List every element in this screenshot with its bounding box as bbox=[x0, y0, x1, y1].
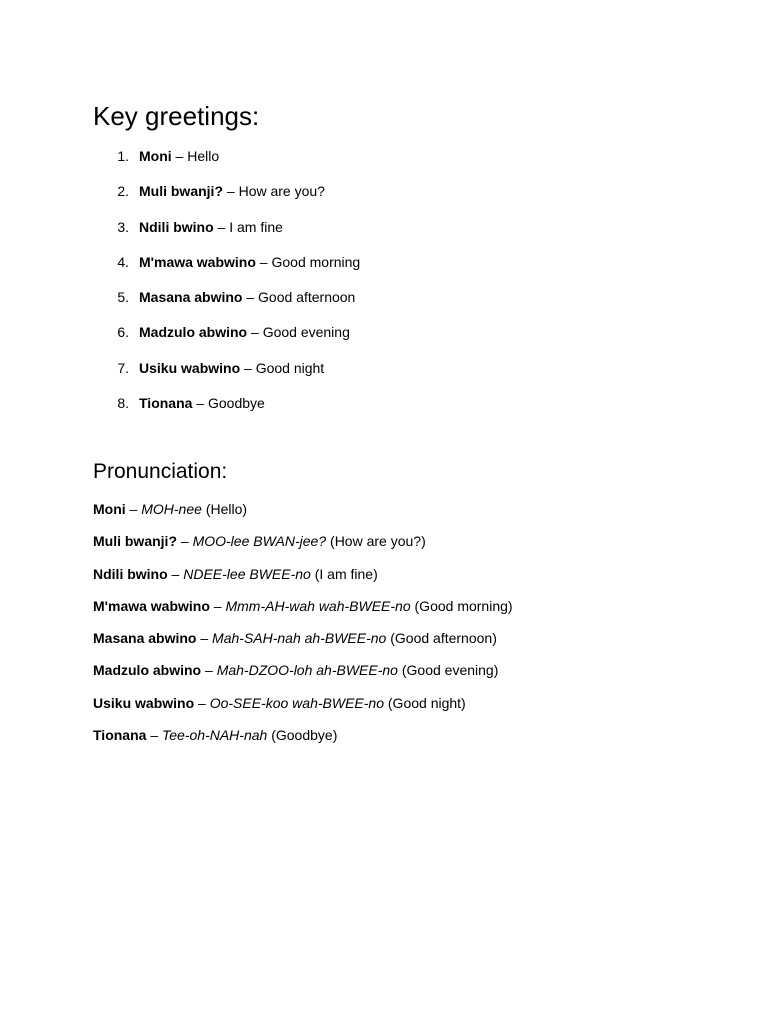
pronunciation-row bbox=[93, 596, 513, 628]
dash: – bbox=[217, 218, 226, 235]
dash: – bbox=[205, 662, 213, 679]
dash: – bbox=[246, 289, 255, 306]
list-number: 5 . bbox=[115, 287, 129, 307]
greeting-term: Muli bwanji? bbox=[139, 183, 223, 200]
pronunciation-meaning: (I am fine) bbox=[314, 565, 378, 582]
list-number: 1 . bbox=[115, 146, 129, 166]
dash: – bbox=[251, 324, 259, 341]
pronunciation-row bbox=[93, 725, 513, 757]
dash: – bbox=[226, 183, 235, 200]
dash: – bbox=[180, 533, 189, 550]
pronunciation-row bbox=[93, 499, 513, 531]
greeting-meaning: I am fine bbox=[229, 218, 283, 235]
dash: – bbox=[198, 694, 206, 711]
pronunciation-term: Ndili bwino bbox=[93, 565, 168, 582]
greeting-meaning: Goodbye bbox=[208, 395, 265, 412]
phonetic-spelling: Tee-oh-NAH-nah bbox=[162, 727, 268, 744]
pronunciation-term: M'mawa wabwino bbox=[93, 597, 210, 614]
list-number: 2 . bbox=[115, 181, 129, 201]
greeting-term: Moni bbox=[139, 148, 172, 164]
greeting-term: Ndili bwino bbox=[139, 218, 214, 235]
dash: – bbox=[129, 501, 138, 517]
pronunciation-row bbox=[93, 693, 513, 725]
pronunciation-term: Tionana bbox=[93, 727, 147, 744]
list-number: 3 . bbox=[115, 217, 129, 237]
phonetic-spelling: Oo-SEE-koo wah-BWEE-no bbox=[209, 694, 384, 711]
pronunciation-meaning: (Goodbye) bbox=[271, 727, 338, 744]
greeting-term: Madzulo abwino bbox=[139, 324, 248, 341]
pronunciation-meaning: (Good evening) bbox=[401, 662, 499, 679]
greeting-term: M'mawa wabwino bbox=[139, 253, 256, 270]
list-number: 4 . bbox=[115, 252, 129, 272]
greeting-term: Usiku wabwino bbox=[139, 359, 241, 376]
phonetic-spelling: Mah-SAH-nah ah-BWEE-no bbox=[212, 630, 387, 647]
list-number: 6 . bbox=[115, 322, 129, 342]
phonetic-spelling: MOO-lee BWAN-jee? bbox=[192, 533, 327, 550]
phonetic-spelling: Mah-DZOO-loh ah-BWEE-no bbox=[216, 662, 398, 679]
greeting-term: Masana abwino bbox=[139, 289, 243, 306]
pronunciation-term: Muli bwanji? bbox=[93, 533, 177, 550]
pronunciation-term: Usiku wabwino bbox=[93, 694, 195, 711]
dash: – bbox=[150, 727, 159, 744]
pronunciation-meaning: (Good night) bbox=[387, 694, 466, 711]
greeting-term: Tionana bbox=[139, 395, 193, 412]
pronunciation-row bbox=[93, 564, 513, 596]
pronunciation-term: Madzulo abwino bbox=[93, 662, 202, 679]
greeting-meaning: Good morning bbox=[271, 253, 361, 270]
greeting-meaning: Hello bbox=[187, 148, 220, 164]
greetings-heading: Key greetings: bbox=[93, 101, 260, 131]
pronunciation-list bbox=[93, 499, 513, 757]
dash: – bbox=[244, 359, 252, 376]
pronunciation-heading: Pronunciation: bbox=[93, 460, 228, 483]
dash: – bbox=[213, 597, 222, 614]
greeting-meaning: Good evening bbox=[262, 324, 350, 341]
pronunciation-meaning: (Good afternoon) bbox=[390, 630, 497, 647]
pronunciation-meaning: (Good morning) bbox=[414, 597, 513, 614]
pronunciation-term: Moni bbox=[93, 501, 126, 517]
dash: – bbox=[200, 630, 209, 647]
pronunciation-row bbox=[93, 660, 513, 692]
phonetic-spelling: Mmm-AH-wah wah-BWEE-no bbox=[225, 597, 411, 614]
phonetic-spelling: NDEE-lee BWEE-no bbox=[183, 565, 311, 582]
pronunciation-meaning: (Hello) bbox=[205, 501, 248, 517]
dash: – bbox=[171, 565, 180, 582]
greeting-meaning: Good afternoon bbox=[258, 289, 356, 306]
pronunciation-meaning: (How are you?) bbox=[330, 533, 426, 550]
dash: – bbox=[175, 148, 184, 164]
greeting-meaning: Good night bbox=[255, 359, 325, 376]
dash: – bbox=[259, 253, 268, 270]
pronunciation-row bbox=[93, 531, 513, 563]
pronunciation-term: Masana abwino bbox=[93, 630, 197, 647]
greeting-meaning: How are you? bbox=[238, 183, 325, 200]
list-number: 7 . bbox=[115, 358, 129, 378]
list-number: 8 . bbox=[115, 393, 129, 413]
phonetic-spelling: MOH-nee bbox=[141, 501, 202, 517]
dash: – bbox=[196, 395, 205, 412]
pronunciation-row bbox=[93, 628, 513, 660]
